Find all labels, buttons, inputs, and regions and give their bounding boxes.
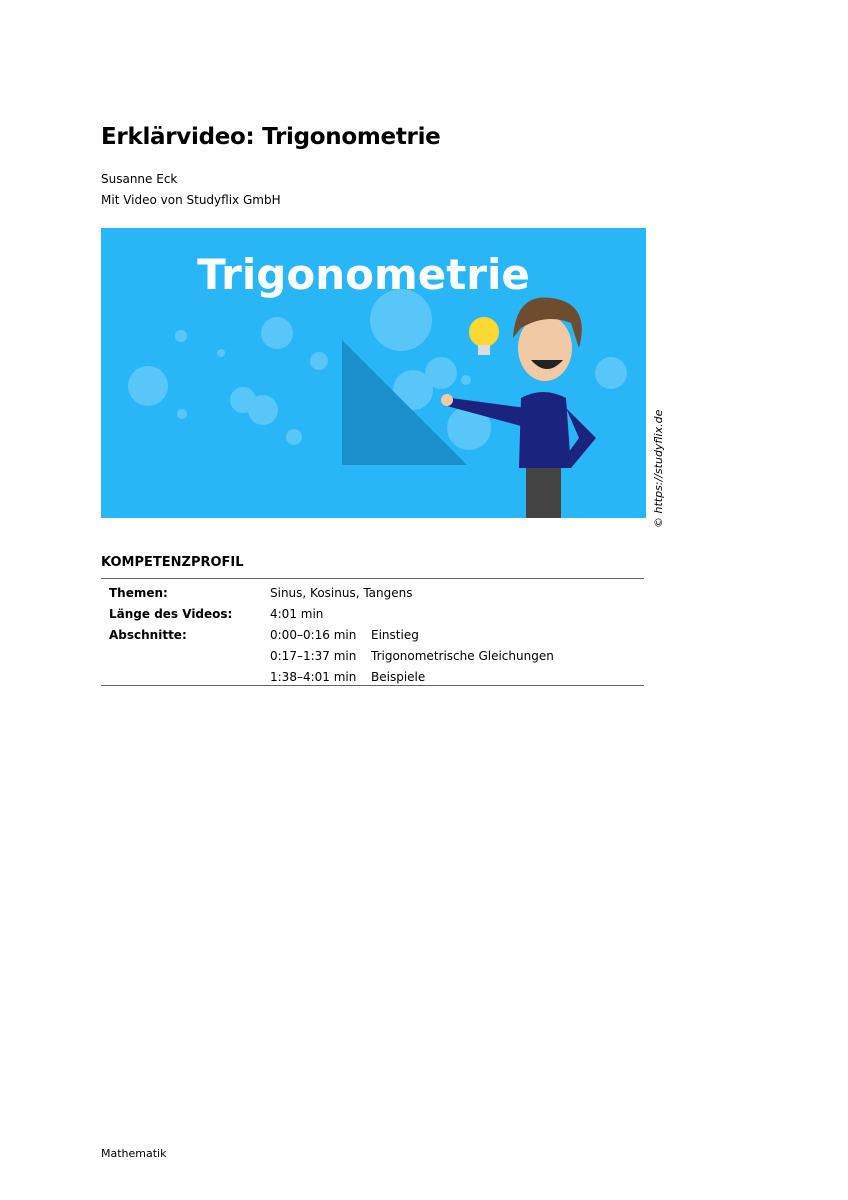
section-time: 0:00–0:16 min: [270, 628, 357, 642]
thumbnail-title: Trigonometrie: [197, 250, 530, 299]
footer: Mathematik: [101, 1147, 167, 1160]
source: Mit Video von Studyflix GmbH: [101, 193, 281, 207]
divider: [101, 578, 644, 579]
author: Susanne Eck: [101, 172, 178, 186]
section-time: 1:38–4:01 min: [270, 670, 357, 684]
laenge-label: Länge des Videos:: [109, 607, 233, 621]
themen-label: Themen:: [109, 586, 168, 600]
character: [441, 298, 596, 519]
lightbulb-icon: [469, 317, 499, 355]
image-credit: © https://studyflix.de: [652, 409, 665, 528]
laenge-value: 4:01 min: [270, 607, 324, 621]
section-time: 0:17–1:37 min: [270, 649, 357, 663]
page-title: Erklärvideo: Trigonometrie: [101, 124, 441, 150]
video-thumbnail[interactable]: [101, 228, 646, 518]
section-title: Beispiele: [371, 670, 426, 684]
abschnitte-label: Abschnitte:: [109, 628, 187, 642]
themen-value: Sinus, Kosinus, Tangens: [270, 586, 413, 600]
section-title: Einstieg: [371, 628, 419, 642]
section-title: KOMPETENZPROFIL: [101, 555, 244, 570]
section-title: Trigonometrische Gleichungen: [371, 649, 554, 663]
divider: [101, 685, 644, 686]
